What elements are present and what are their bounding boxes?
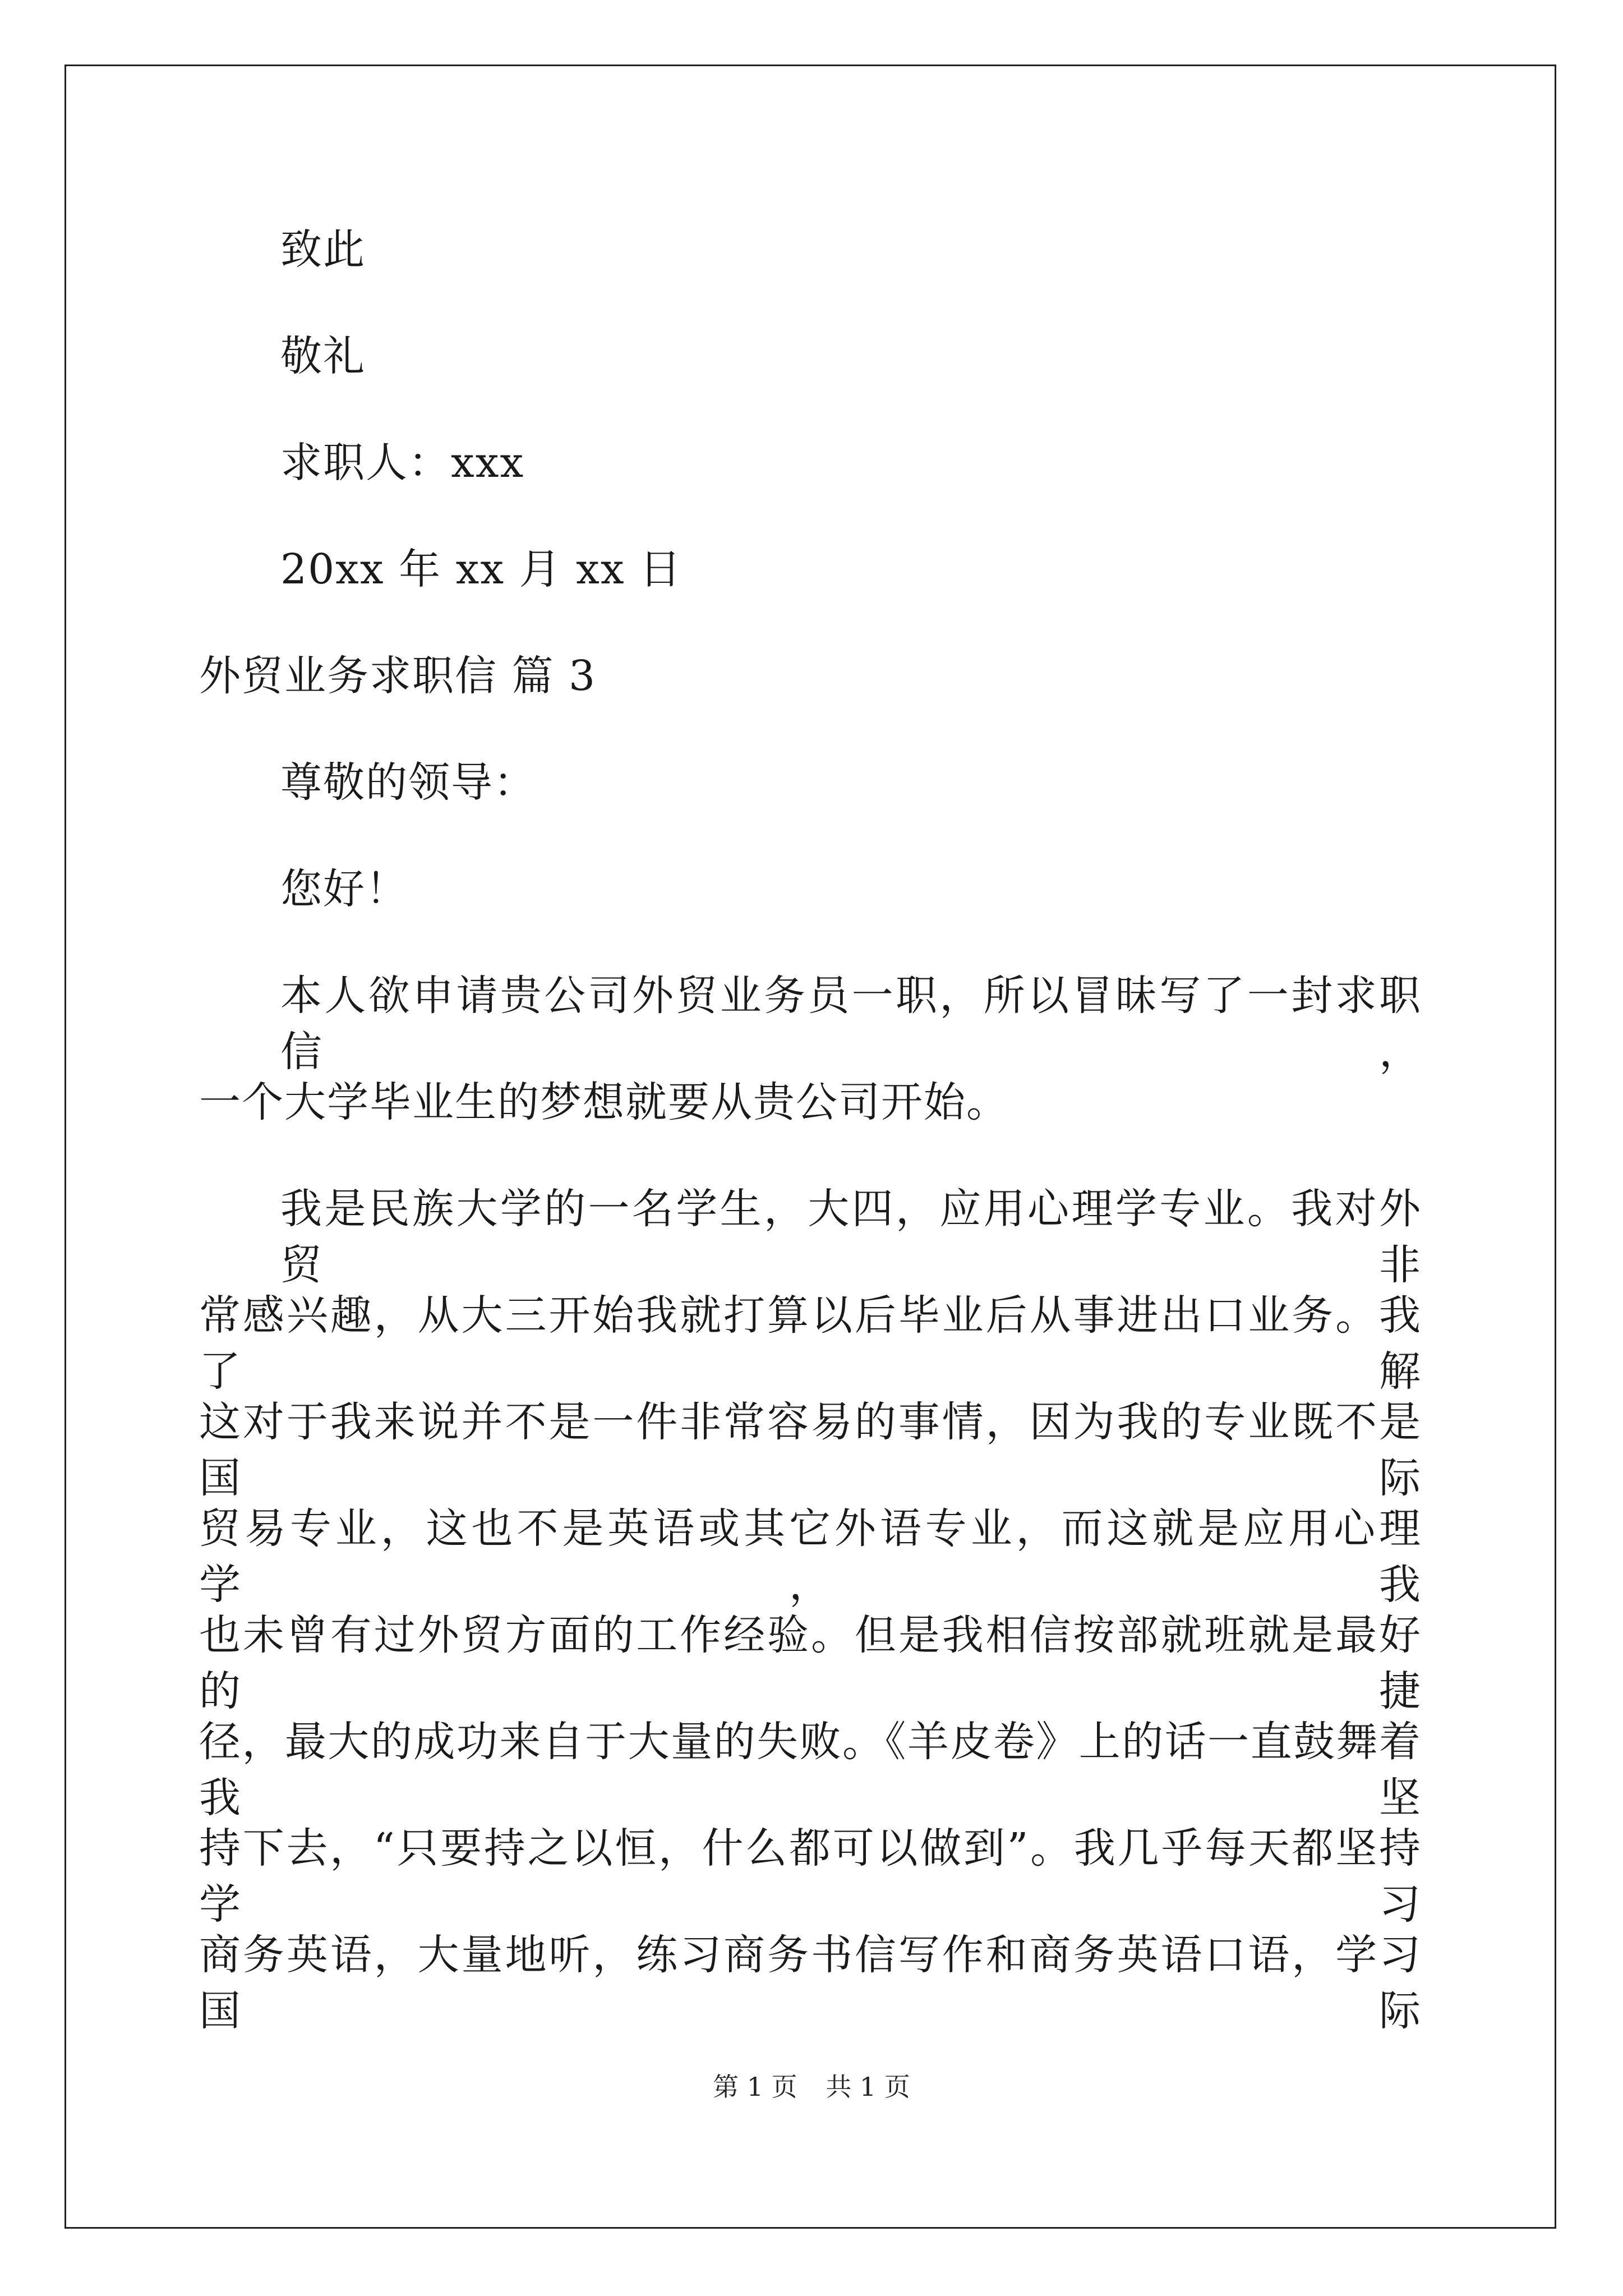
paragraph-2-line-1: 我是民族大学的一名学生，大四，应用心理学专业。我对外贸非 bbox=[280, 1185, 1422, 1289]
salutation: 尊敬的领导： bbox=[280, 758, 536, 807]
paragraph-2-line-8: 商务英语，大量地听，练习商务书信写作和商务英语口语，学习国际 bbox=[199, 1931, 1422, 2035]
paragraph-2-line-3: 这对于我来说并不是一件非常容易的事情，因为我的专业既不是国际 bbox=[199, 1398, 1422, 1502]
paragraph-2-line-2: 常感兴趣，从大三开始我就打算以后毕业后从事进出口业务。我了解 bbox=[199, 1291, 1422, 1396]
paragraph-1-line-2: 一个大学毕业生的梦想就要从贵公司开始。 bbox=[199, 1078, 1009, 1126]
closing-line-2: 敬礼 bbox=[280, 332, 366, 380]
closing-line-1: 致此 bbox=[280, 226, 366, 274]
page-number: 第 1 页 bbox=[713, 2072, 797, 2102]
paragraph-2-line-7: 持下去，“只要持之以恒，什么都可以做到”。我几乎每天都坚持学习 bbox=[199, 1824, 1422, 1929]
paragraph-2-line-5: 也未曾有过外贸方面的工作经验。但是我相信按部就班就是最好的捷 bbox=[199, 1611, 1422, 1715]
paragraph-1-line-1: 本人欲申请贵公司外贸业务员一职，所以冒昧写了一封求职信， bbox=[280, 972, 1422, 1076]
greeting: 您好！ bbox=[280, 865, 408, 913]
paragraph-2-line-6: 径，最大的成功来自于大量的失败。《羊皮卷》上的话一直鼓舞着我坚 bbox=[199, 1718, 1422, 1822]
paragraph-2-line-4: 贸易专业，这也不是英语或其它外语专业，而这就是应用心理学，我 bbox=[199, 1504, 1422, 1609]
section-title: 外贸业务求职信 篇 3 bbox=[199, 652, 597, 700]
page-footer bbox=[0, 2070, 1623, 2104]
letter-date: 20xx 年 xx 月 xx 日 bbox=[280, 545, 683, 593]
applicant-signature: 求职人：xxx bbox=[280, 439, 525, 487]
page-total: 共 1 页 bbox=[826, 2072, 910, 2102]
